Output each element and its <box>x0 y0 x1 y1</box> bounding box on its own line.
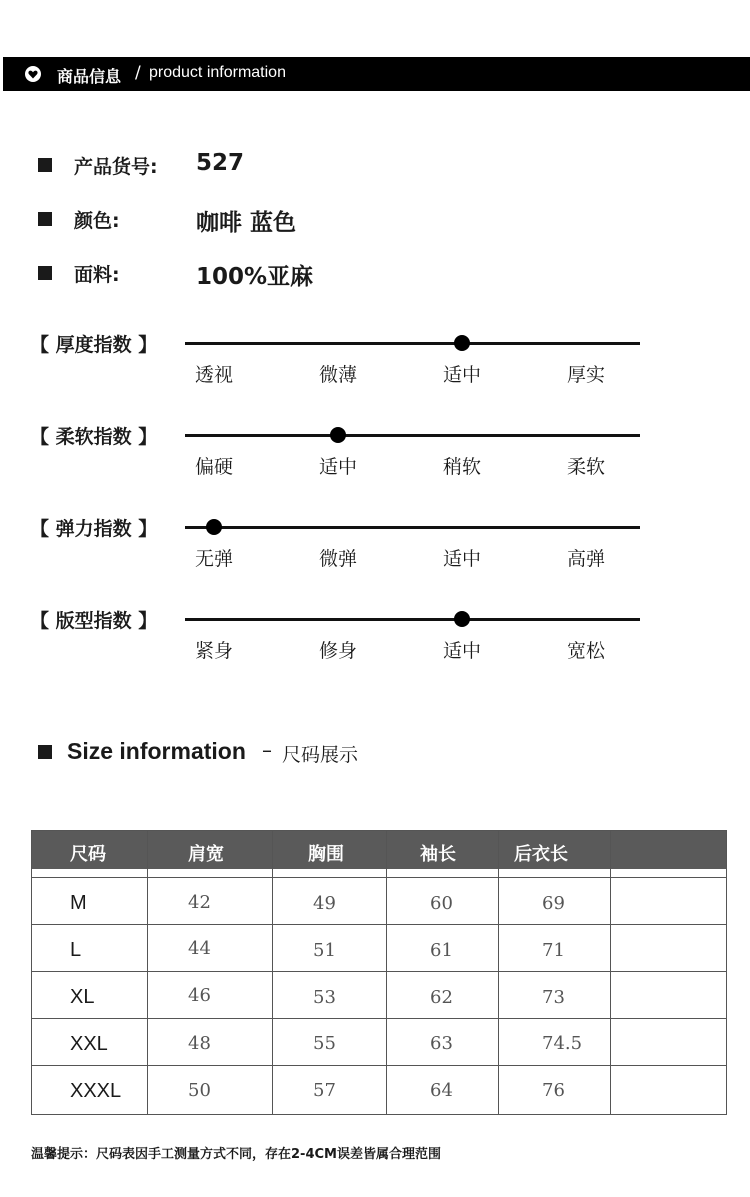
header-cell-chest: 胸围 <box>308 844 344 865</box>
index-level: 稍软 <box>443 456 482 478</box>
index-fit <box>0 606 750 666</box>
table-cell: 49 <box>313 893 336 914</box>
header-title-cn: 商品信息 <box>57 67 122 86</box>
info-label: 颜色: <box>74 210 120 232</box>
table-cell: 55 <box>313 1033 336 1054</box>
index-scale-line <box>185 526 640 529</box>
bullet-square <box>38 745 52 759</box>
index-level: 适中 <box>443 640 482 662</box>
index-marker <box>454 335 470 351</box>
index-thickness <box>0 330 750 390</box>
table-cell: 61 <box>430 940 453 961</box>
index-level: 无弹 <box>195 548 234 570</box>
table-cell: 53 <box>313 987 336 1008</box>
row-divider <box>32 1065 726 1066</box>
table-cell: L <box>70 939 82 961</box>
row-divider <box>32 1018 726 1019</box>
index-level: 微薄 <box>319 364 358 386</box>
heart-icon <box>25 66 41 82</box>
index-level: 偏硬 <box>195 456 234 478</box>
table-cell: 46 <box>188 985 211 1006</box>
measurement-note: 温馨提示：尺码表因手工测量方式不同，存在2-4CM误差皆属合理范围 <box>31 1147 441 1162</box>
table-cell: 76 <box>542 1080 565 1101</box>
index-label: 【 版型指数 】 <box>30 610 158 632</box>
index-level: 修身 <box>319 640 358 662</box>
header-cell-length: 后衣长 <box>514 844 568 865</box>
header-cell-shoulder: 肩宽 <box>188 844 224 865</box>
index-level: 厚实 <box>567 364 606 386</box>
index-label: 【 弹力指数 】 <box>30 518 158 540</box>
header-cell-sleeve: 袖长 <box>420 844 456 865</box>
table-cell: XXXL <box>70 1080 122 1102</box>
index-elasticity <box>0 514 750 574</box>
table-cell: 51 <box>313 940 336 961</box>
info-label: 产品货号: <box>74 156 158 178</box>
table-cell: M <box>70 892 87 914</box>
index-marker <box>330 427 346 443</box>
table-header <box>32 831 726 869</box>
header-title-en: product information <box>149 64 286 81</box>
row-divider <box>32 971 726 972</box>
section-header <box>3 57 750 91</box>
table-cell: 69 <box>542 893 565 914</box>
table-cell: 42 <box>188 892 211 913</box>
column-divider <box>610 831 611 1114</box>
index-level: 适中 <box>319 456 358 478</box>
bullet-square <box>38 158 52 172</box>
table-cell: 73 <box>542 987 565 1008</box>
column-divider <box>272 831 273 1114</box>
size-heading-dash: – <box>262 738 272 762</box>
index-marker <box>206 519 222 535</box>
row-divider <box>32 877 726 878</box>
info-value: 527 <box>196 150 245 176</box>
table-cell: 50 <box>188 1080 211 1101</box>
table-cell: 57 <box>313 1080 336 1101</box>
size-heading-en: Size information <box>67 738 246 764</box>
table-cell: 64 <box>430 1080 453 1101</box>
header-slash: / <box>135 63 141 83</box>
index-level: 高弹 <box>567 548 606 570</box>
size-table <box>31 830 727 1115</box>
index-level: 宽松 <box>567 640 606 662</box>
row-divider <box>32 924 726 925</box>
info-value: 咖啡 蓝色 <box>196 210 297 236</box>
header-cell-size: 尺码 <box>70 844 106 865</box>
index-scale-line <box>185 342 640 345</box>
table-cell: 63 <box>430 1033 453 1054</box>
index-scale-line <box>185 618 640 621</box>
table-cell: 74.5 <box>542 1033 583 1054</box>
index-level: 微弹 <box>319 548 358 570</box>
table-cell: XL <box>70 986 95 1008</box>
size-heading-cn: 尺码展示 <box>282 744 359 766</box>
table-cell: XXL <box>70 1033 108 1055</box>
index-level: 适中 <box>443 548 482 570</box>
table-cell: 71 <box>542 940 565 961</box>
index-label: 【 柔软指数 】 <box>30 426 158 448</box>
index-label: 【 厚度指数 】 <box>30 334 158 356</box>
bullet-square <box>38 266 52 280</box>
index-level: 柔软 <box>567 456 606 478</box>
column-divider <box>147 831 148 1114</box>
index-level: 透视 <box>195 364 234 386</box>
column-divider <box>386 831 387 1114</box>
index-level: 适中 <box>443 364 482 386</box>
bullet-square <box>38 212 52 226</box>
info-value: 100%亚麻 <box>196 264 314 290</box>
index-level: 紧身 <box>195 640 234 662</box>
index-marker <box>454 611 470 627</box>
table-cell: 48 <box>188 1033 211 1054</box>
table-cell: 60 <box>430 893 453 914</box>
index-scale-line <box>185 434 640 437</box>
index-softness <box>0 422 750 482</box>
column-divider <box>498 831 499 1114</box>
info-label: 面料: <box>74 264 120 286</box>
table-cell: 62 <box>430 987 453 1008</box>
table-cell: 44 <box>188 938 211 959</box>
